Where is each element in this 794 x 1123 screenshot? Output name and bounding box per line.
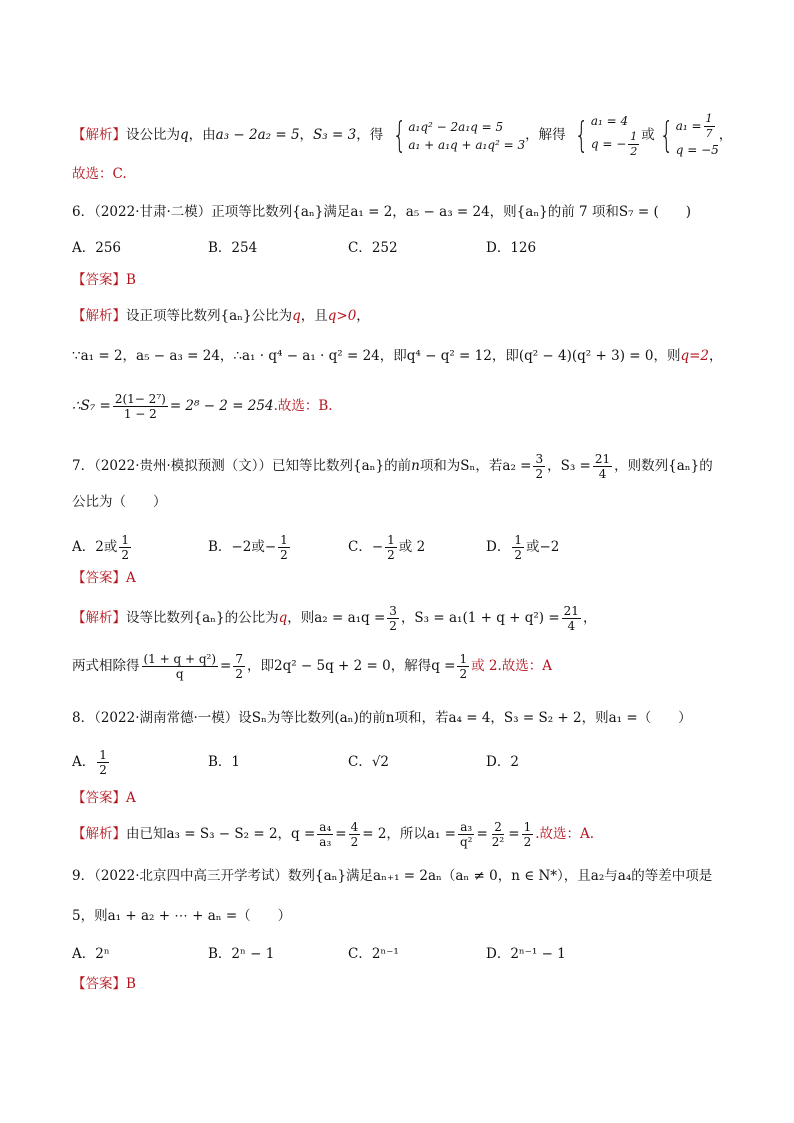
frac-den: 4 bbox=[598, 467, 607, 481]
frac-num: 1 bbox=[705, 112, 713, 125]
q6-analysis-1 bbox=[72, 306, 370, 326]
math: a₁ = bbox=[590, 114, 617, 128]
q8-option-d: D．2 bbox=[486, 754, 519, 770]
q7-stem-2: 公比为（ ） bbox=[72, 494, 167, 510]
answer-tag: 【答案】 bbox=[72, 976, 126, 992]
q7-answer bbox=[72, 568, 136, 588]
solution-system-2 bbox=[655, 112, 719, 159]
answer-value: A bbox=[126, 790, 136, 806]
math: a₃ − 2a₂ = 5 bbox=[215, 127, 300, 143]
frac-den: q² bbox=[459, 835, 473, 849]
math: q = −5 bbox=[675, 143, 719, 157]
frac-den: 2 bbox=[459, 667, 468, 681]
frac-den: a₃ bbox=[319, 835, 332, 849]
text: 或 bbox=[641, 127, 655, 143]
text: ，由 bbox=[188, 127, 216, 143]
text: = bbox=[220, 658, 232, 674]
brace: { bbox=[659, 114, 674, 156]
frac-den: 2 bbox=[280, 548, 288, 562]
math: n bbox=[411, 458, 420, 474]
q9-option-c: C．2ⁿ⁻¹ bbox=[348, 946, 399, 962]
q8-option-b: B．1 bbox=[208, 754, 241, 770]
text: ∵a₁ = 2，a₅ − a₃ = 24，∴a₁ · q⁴ − a₁ · q² = 24，即q⁴ − q² = 12，即(q² − 4)(q² + 3) = 0，则 bbox=[72, 348, 681, 364]
q8-option-c: C．√2 bbox=[348, 754, 390, 770]
q6-option-d: D．126 bbox=[486, 240, 537, 256]
q6-option-a: A．256 bbox=[72, 240, 122, 256]
text: 7．（2022·贵州·模拟预测（文））已知等比数列{aₙ}的前 bbox=[72, 458, 412, 474]
analysis-tag: 【解析】 bbox=[72, 308, 126, 324]
text: = bbox=[335, 826, 347, 842]
text: .故选：B. bbox=[273, 398, 333, 414]
math: a₁ + a₁q + a₁q² = 3 bbox=[408, 137, 526, 152]
q6-answer bbox=[72, 270, 136, 290]
text: 或 2 bbox=[398, 539, 426, 555]
text: ，解得 bbox=[525, 127, 566, 143]
text: ， bbox=[718, 127, 733, 143]
text: ，则数列{aₙ}的 bbox=[614, 458, 713, 474]
frac-num: 1 bbox=[280, 533, 288, 547]
q7-analysis-1 bbox=[72, 600, 596, 636]
q8-analysis bbox=[72, 816, 594, 852]
math: q bbox=[278, 610, 288, 626]
frac-num: 2(1− 2⁷) bbox=[114, 392, 166, 406]
frac-num: 1 bbox=[99, 748, 107, 762]
answer-tag: 【答案】 bbox=[72, 790, 126, 806]
brace: { bbox=[392, 114, 406, 156]
q7-option-a bbox=[72, 533, 133, 562]
text: = bbox=[508, 826, 520, 842]
frac-den: 7 bbox=[705, 127, 713, 140]
frac-num: 1 bbox=[121, 533, 129, 547]
answer-value: B bbox=[126, 272, 136, 288]
frac-num: 1 bbox=[523, 820, 532, 834]
frac-num: 1 bbox=[387, 533, 395, 547]
frac-den: 2 bbox=[99, 763, 107, 777]
text: 设正项等比数列{aₙ}公比为 bbox=[126, 308, 293, 324]
text: ，S₃ = a₁(1 + q + q²) = bbox=[400, 610, 560, 626]
text: .故选：A. bbox=[535, 826, 595, 842]
q9-option-b: B．2ⁿ − 1 bbox=[208, 946, 275, 962]
frac-den: 2 bbox=[350, 835, 359, 849]
q9-stem-1: 9．（2022·北京四中高三开学考试）数列{aₙ}满足aₙ₊₁ = 2aₙ（aₙ ≠ 0，n ∈ N*），且a₂与a₄的等差中项是 bbox=[72, 868, 713, 884]
frac-num: 1 bbox=[630, 130, 638, 143]
q8-stem: 8．（2022·湖南常德·一模）设Sₙ为等比数列(aₙ)的前n项和，若a₄ = 4，S₃ = S₂ + 2，则a₁ =（ ） bbox=[72, 710, 692, 726]
text: 设公比为 bbox=[126, 127, 180, 143]
frac-den: 2 bbox=[630, 145, 638, 158]
q7-stem-1 bbox=[72, 448, 713, 484]
q9-answer bbox=[72, 974, 136, 994]
q9-option-a: A．2ⁿ bbox=[72, 946, 110, 962]
frac-num: 3 bbox=[389, 604, 397, 618]
math: q bbox=[180, 127, 189, 143]
frac-num: 21 bbox=[594, 452, 611, 466]
frac-num: 4 bbox=[350, 820, 359, 834]
text: A． bbox=[72, 754, 96, 770]
text: = 2，所以a₁ = bbox=[362, 826, 456, 842]
analysis-tag: 【解析】 bbox=[72, 610, 126, 626]
text: ， bbox=[299, 127, 314, 143]
text: ，得 bbox=[356, 127, 384, 143]
frac-den: 2 bbox=[235, 667, 243, 681]
q7-option-b bbox=[208, 533, 292, 562]
math: ∴S₇ = bbox=[72, 398, 111, 414]
frac-num: 21 bbox=[563, 604, 579, 618]
brace: { bbox=[574, 114, 589, 156]
frac-den: 1 − 2 bbox=[123, 407, 157, 421]
text: 设等比数列{aₙ}的公比为 bbox=[126, 610, 279, 626]
q6-option-b: B．254 bbox=[208, 240, 258, 256]
solution-system-1 bbox=[570, 112, 641, 159]
text: ，S₃ = bbox=[547, 458, 591, 474]
frac-num: a₄ bbox=[319, 820, 332, 834]
answer-tag: 【答案】 bbox=[72, 272, 126, 288]
frac-num: 7 bbox=[235, 652, 243, 666]
frac-num: 1 bbox=[514, 533, 522, 547]
text: 由已知a₃ = S₃ − S₂ = 2，q = bbox=[126, 826, 316, 842]
frac-den: 2 bbox=[523, 835, 532, 849]
q7-option-d: D． $\frac{1}{2}$ 或−2 bbox=[486, 533, 560, 562]
frac-num: 2 bbox=[494, 820, 502, 834]
text: ， bbox=[582, 610, 597, 626]
math: S₃ = 3 bbox=[313, 127, 357, 143]
q5-analysis-line bbox=[72, 112, 732, 159]
answer-value: B bbox=[126, 976, 136, 992]
text: 或 2.故选：A bbox=[471, 658, 553, 674]
text: ，且 bbox=[300, 308, 328, 324]
text: B．−2或− bbox=[208, 539, 277, 555]
math: a₁ = bbox=[675, 119, 702, 133]
q8-option-a bbox=[72, 748, 111, 777]
frac-den: 2 bbox=[535, 467, 544, 481]
text: = bbox=[476, 826, 488, 842]
q6-analysis-3 bbox=[72, 388, 333, 424]
q6-analysis-2 bbox=[72, 346, 723, 366]
text: 项和为Sₙ，若a₂ = bbox=[419, 458, 532, 474]
q9-option-d: D．2ⁿ⁻¹ − 1 bbox=[486, 946, 566, 962]
q7-analysis-2 bbox=[72, 648, 552, 684]
answer-value: A bbox=[126, 570, 136, 586]
frac-num: (1 + q + q²) bbox=[143, 652, 217, 666]
math: = 2⁸ − 2 = 254 bbox=[169, 398, 274, 414]
text: ，即2q² − 5q + 2 = 0，解得q = bbox=[247, 658, 456, 674]
text: A．2或 bbox=[72, 539, 118, 555]
math: q = − bbox=[590, 137, 627, 151]
math: 4 bbox=[620, 114, 629, 128]
frac-den: 2 bbox=[387, 548, 395, 562]
frac-den: q bbox=[175, 667, 184, 681]
q8-answer bbox=[72, 788, 136, 808]
analysis-tag: 【解析】 bbox=[72, 826, 126, 842]
answer-tag: 【答案】 bbox=[72, 570, 126, 586]
math: q=2 bbox=[680, 348, 709, 364]
text: C．− bbox=[348, 539, 384, 555]
math: q>0 bbox=[327, 308, 357, 324]
q9-stem-2: 5，则a₁ + a₂ + ⋯ + aₙ =（ ） bbox=[72, 908, 292, 924]
q5-choose: 故选：C. bbox=[72, 166, 127, 182]
text: ，则a₂ = a₁q = bbox=[287, 610, 386, 626]
text: ， bbox=[709, 348, 723, 364]
q6-stem: 6．（2022·甘肃·二模）正项等比数列{aₙ}满足a₁ = 2，a₅ − a₃ = 24，则{aₙ}的前 7 项和S₇ = ( ) bbox=[72, 204, 692, 220]
q6-option-c: C．252 bbox=[348, 240, 398, 256]
frac-den: 2² bbox=[491, 835, 505, 849]
text: 两式相除得 bbox=[72, 658, 140, 674]
equation-system bbox=[388, 114, 526, 156]
frac-num: 3 bbox=[535, 452, 544, 466]
text: 或−2 bbox=[525, 539, 560, 555]
frac-den: 4 bbox=[567, 619, 576, 633]
analysis-tag: 【解析】 bbox=[72, 127, 126, 143]
frac-num: 1 bbox=[459, 652, 468, 666]
frac-den: 2 bbox=[514, 548, 522, 562]
frac-den: 2 bbox=[389, 619, 397, 633]
q7-option-c bbox=[348, 533, 425, 562]
frac-num: a₃ bbox=[460, 820, 473, 834]
frac-den: 2 bbox=[121, 548, 129, 562]
text: ， bbox=[356, 308, 370, 324]
math: a₁q² − 2a₁q = 5 bbox=[408, 119, 504, 134]
math: q bbox=[292, 308, 301, 324]
